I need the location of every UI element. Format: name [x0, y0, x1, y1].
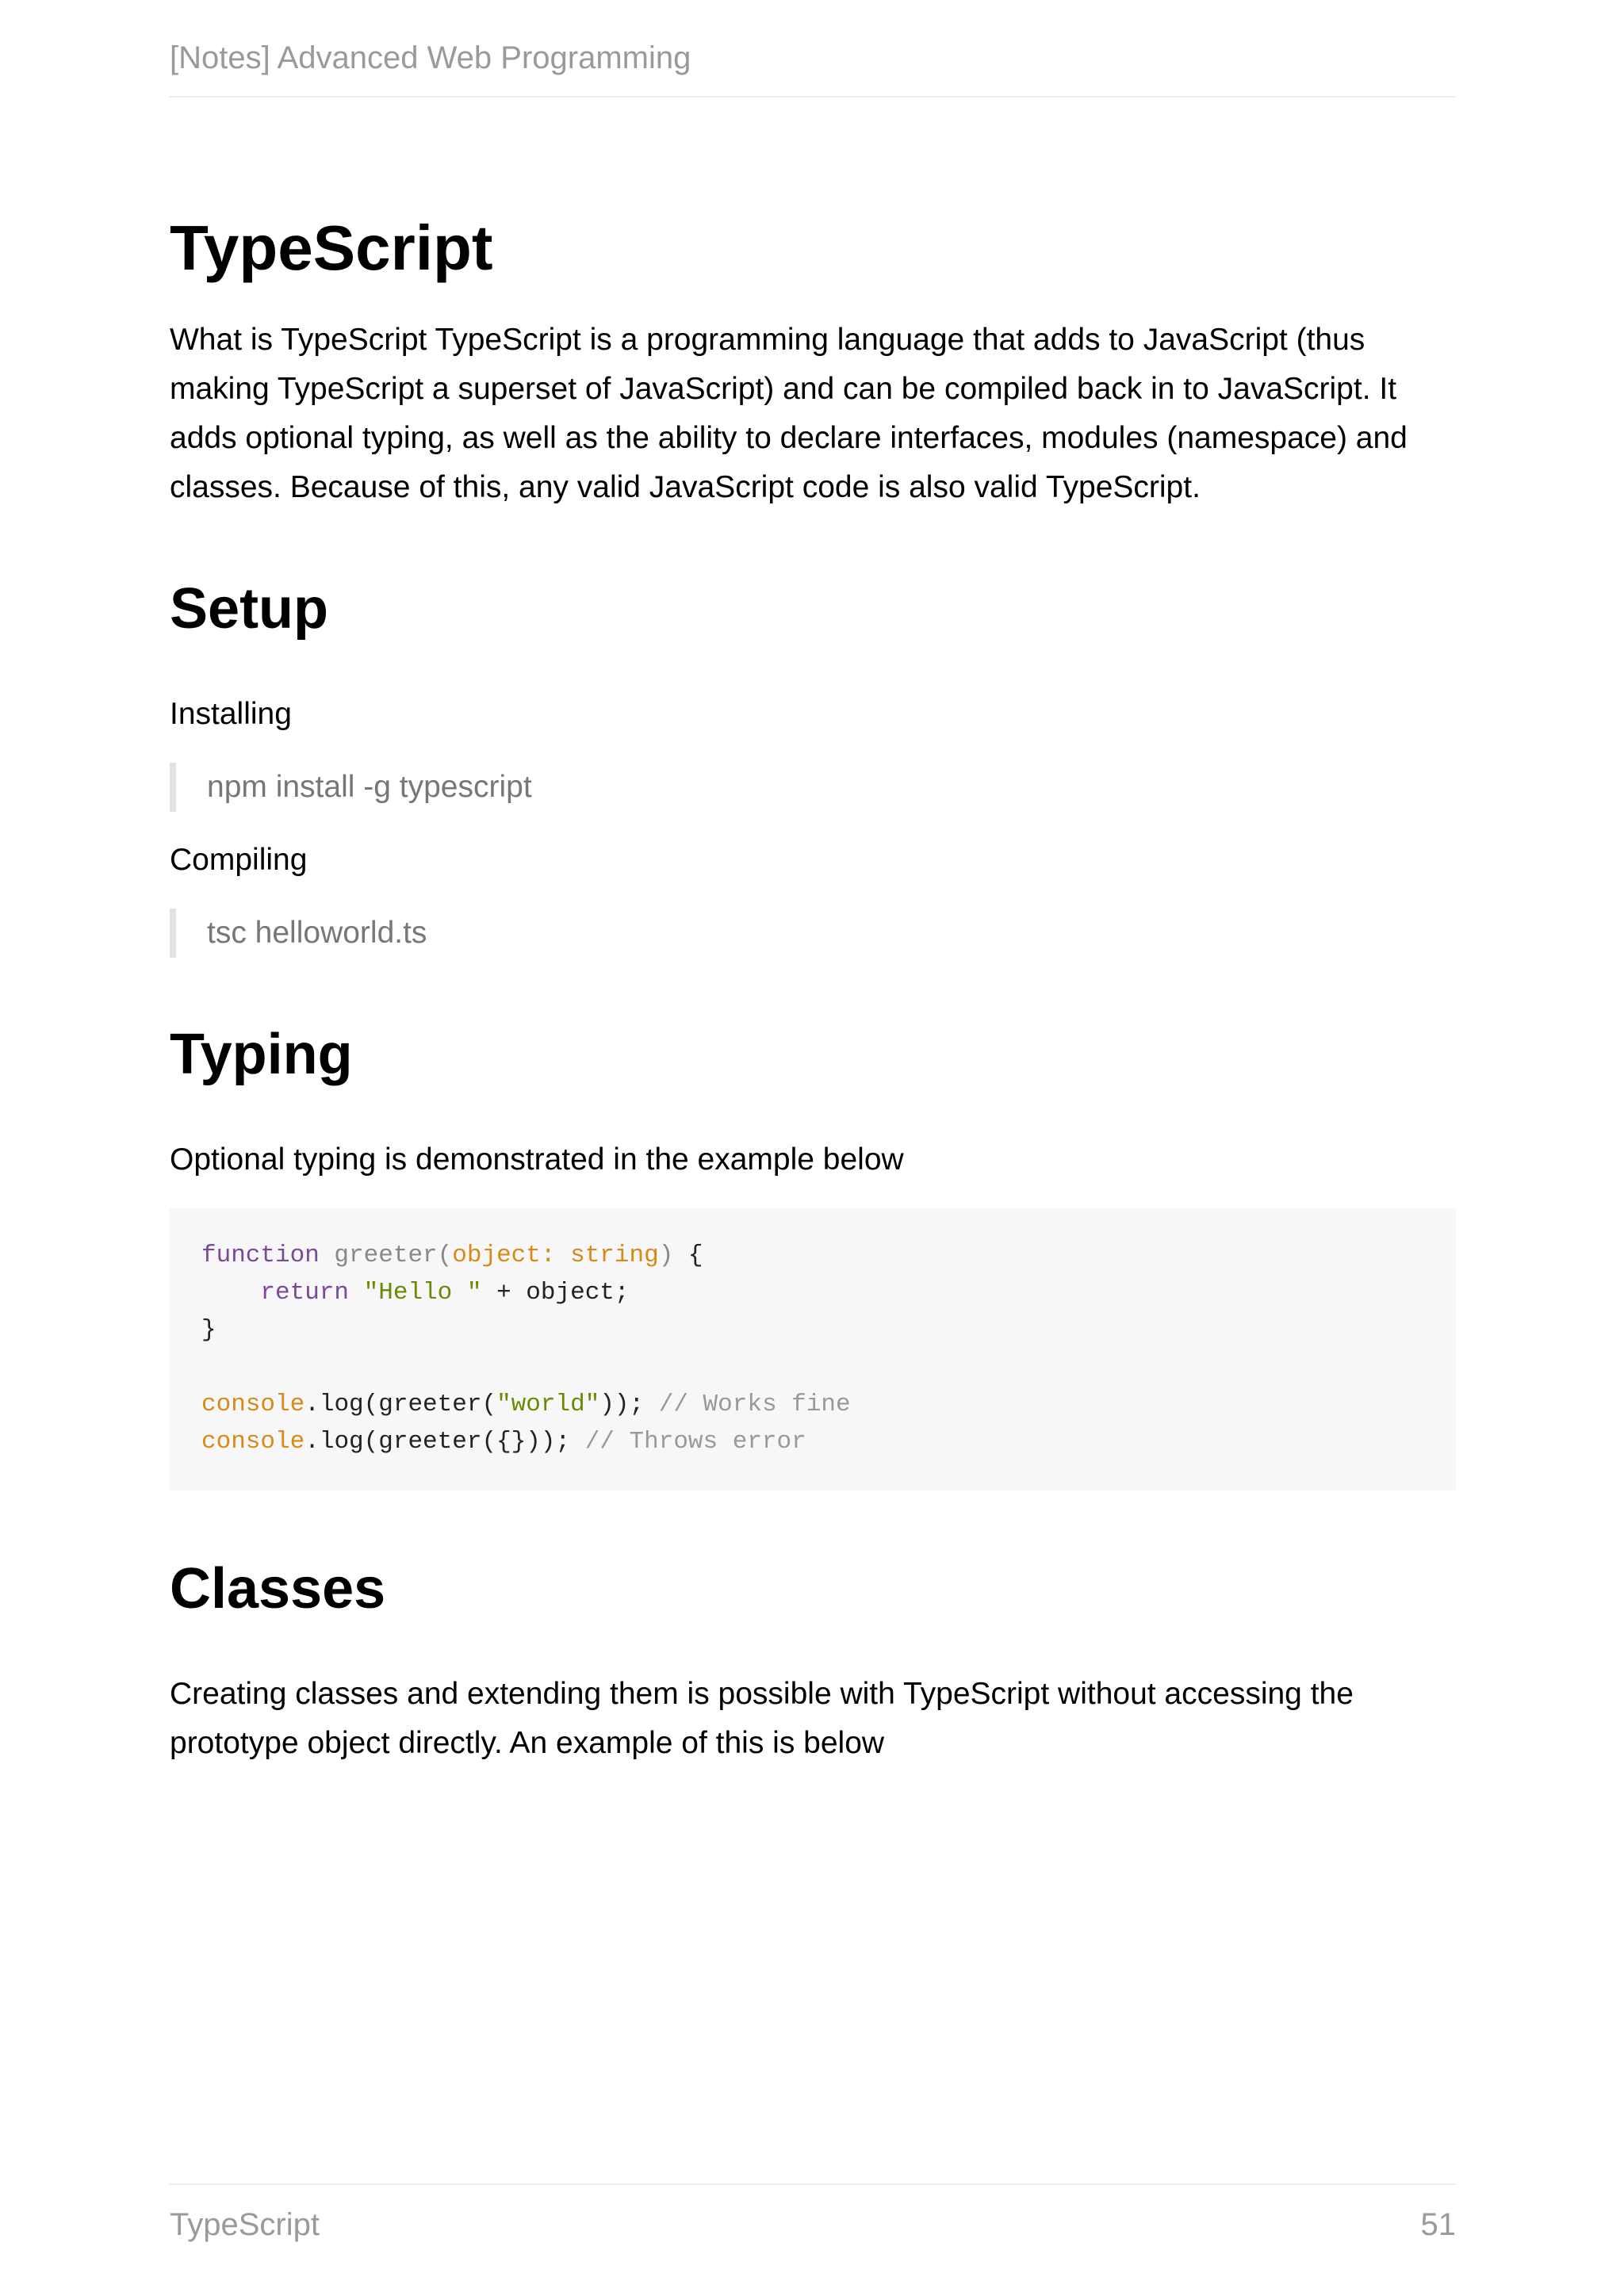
- footer-section-title: TypeScript: [170, 2207, 320, 2242]
- code-string: "world": [496, 1391, 600, 1418]
- code-text: ));: [599, 1391, 645, 1418]
- code-comment: // Throws error: [570, 1428, 806, 1456]
- code-text: .log(greeter(: [304, 1391, 497, 1418]
- install-command: npm install -g typescript: [170, 763, 1456, 812]
- installing-label: Installing: [170, 697, 292, 731]
- classes-heading: Classes: [170, 1557, 386, 1621]
- header-divider: [170, 96, 1456, 98]
- code-object: console: [201, 1428, 305, 1456]
- code-string: "Hello ": [349, 1279, 482, 1307]
- code-parameter: object: string: [452, 1242, 659, 1269]
- intro-paragraph: What is TypeScript TypeScript is a programming language that adds to JavaScript (thus making TypeScript a superset of JavaScript) and can be compiled back in to JavaScript. It adds optional typing, as well as the ability to declare interfaces, modules (namespace) and classes. Because of this, any valid JavaScript code is also valid TypeScript.: [170, 323, 1408, 504]
- compiling-label: Compiling: [170, 843, 308, 877]
- compile-command: tsc helloworld.ts: [170, 909, 1456, 958]
- running-header: [Notes] Advanced Web Programming: [170, 40, 691, 75]
- code-line: [201, 1311, 1424, 1349]
- code-comment: // Works fine: [644, 1391, 851, 1418]
- code-line-blank: [201, 1349, 1424, 1386]
- typing-heading: Typing: [170, 1023, 353, 1086]
- code-line: [201, 1423, 1424, 1460]
- code-keyword: return: [260, 1279, 350, 1307]
- code-text: .log(greeter({}));: [304, 1428, 571, 1456]
- page: [170, 0, 1456, 2296]
- code-keyword: function: [201, 1242, 320, 1269]
- typing-paragraph: Optional typing is demonstrated in the example below: [170, 1142, 904, 1177]
- setup-heading: Setup: [170, 577, 329, 641]
- code-brace: }: [201, 1316, 216, 1344]
- code-text: + object;: [481, 1279, 630, 1307]
- main-content: [170, 205, 1456, 1768]
- code-object: console: [201, 1391, 305, 1418]
- code-paren: ): [658, 1242, 674, 1269]
- page-title: TypeScript: [170, 212, 493, 283]
- code-line: [201, 1237, 1424, 1274]
- code-line: [201, 1386, 1424, 1423]
- classes-paragraph: Creating classes and extending them is possible with TypeScript without accessing the prototype object directly. An example of this is below: [170, 1677, 1354, 1760]
- page-number: 51: [1420, 2207, 1456, 2242]
- code-line: [201, 1274, 1424, 1311]
- footer-divider: [170, 2183, 1456, 2185]
- code-function-name: greeter(: [319, 1242, 453, 1269]
- code-block: [170, 1208, 1456, 1490]
- code-brace: {: [673, 1242, 703, 1269]
- code-indent: [201, 1279, 260, 1307]
